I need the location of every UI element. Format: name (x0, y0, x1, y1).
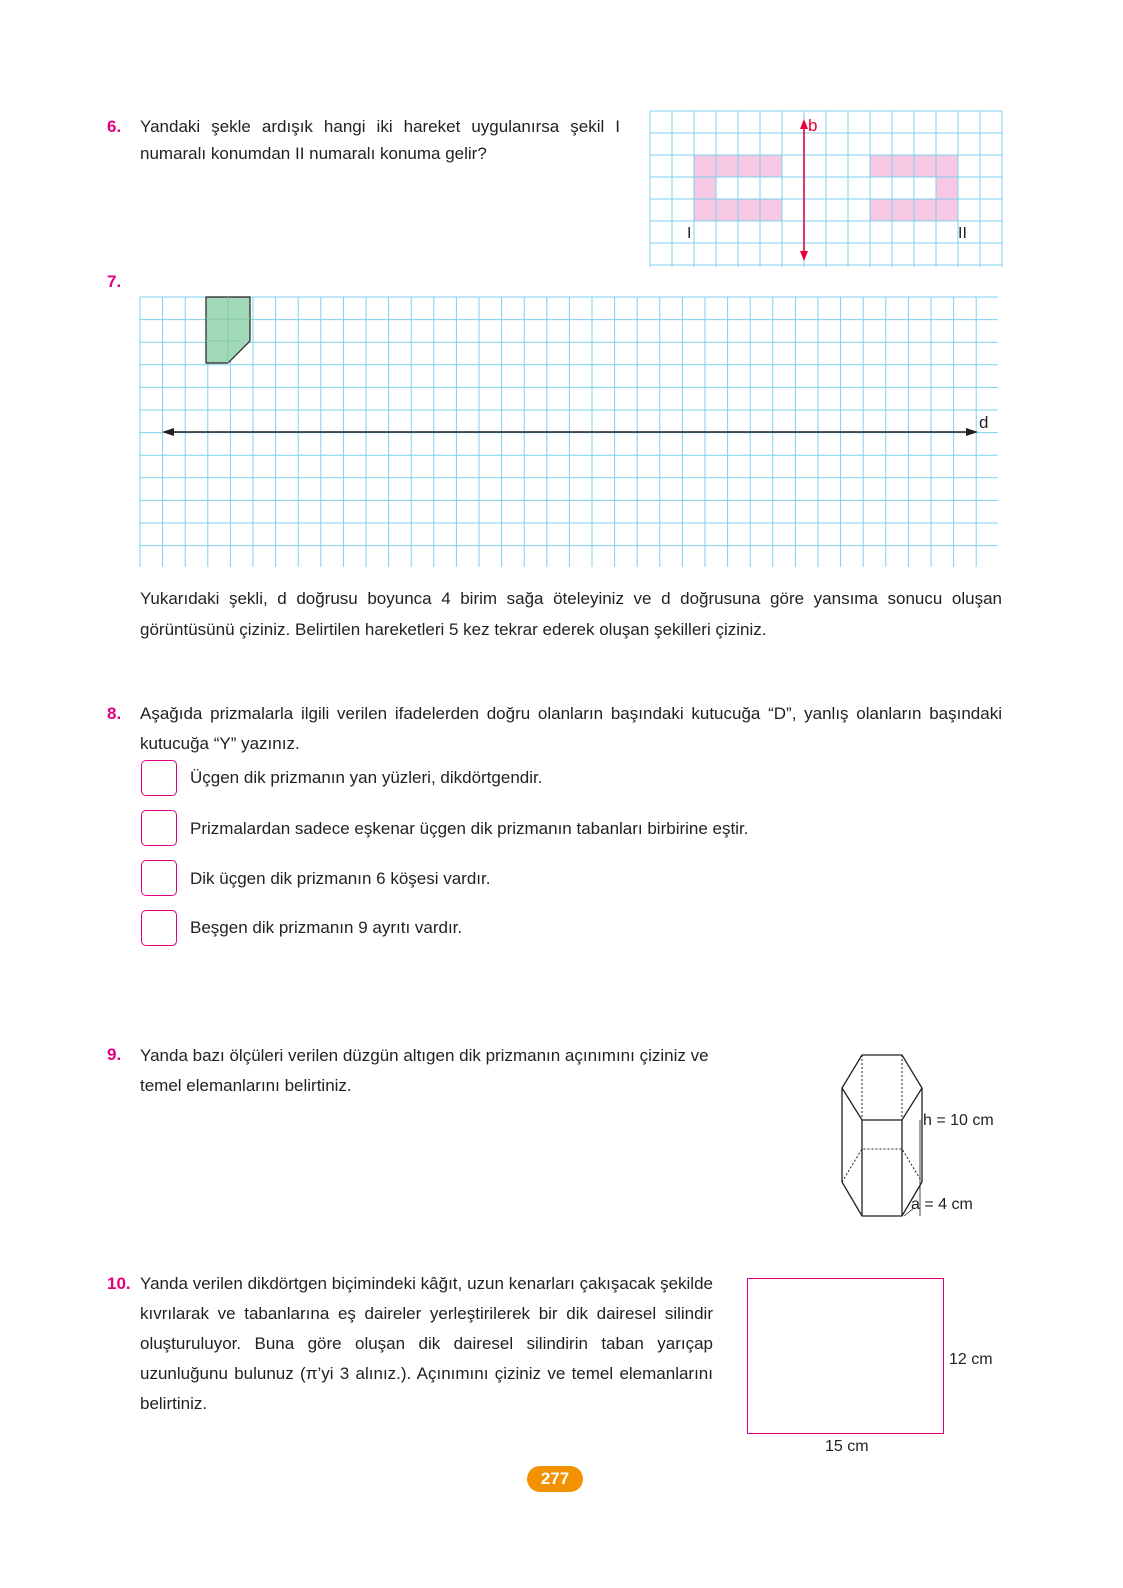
statement-2: Prizmalardan sadece eşkenar üçgen dik prizmanın tabanları birbirine eştir. (190, 819, 749, 838)
line-d-label: d (979, 413, 989, 432)
line-d-arrow-left (162, 428, 174, 436)
question-7-number: 7. (107, 272, 122, 291)
question-6-text: Yandaki şekle ardışık hangi iki hareket uygulanırsa şekil I numaralı konumdan II numaralı konuma gelir? (140, 117, 620, 163)
page-number: 277 (527, 1466, 583, 1492)
question-7-grid-figure (140, 297, 1000, 567)
paper-width-label: 15 cm (825, 1438, 869, 1455)
question-8-text: Aşağıda prizmalarla ilgili verilen ifadelerden doğru olanların başındaki kutucuğa “D”, yanlış olanların başındaki kutucuğa “Y” yazınız. (140, 704, 1002, 753)
line-b-arrow-top (800, 119, 808, 129)
question-7-text: Yukarıdaki şekli, d doğrusu boyunca 4 birim sağa öteleyiniz ve d doğrusuna göre yansıma sonucu oluşan görüntüsünü çiziniz. Belirtilen hareketleri 5 kez tekrar ederek oluşan şekilleri çiziniz. (140, 589, 1002, 639)
prism-height-label: h = 10 cm (923, 1112, 994, 1129)
question-10-number: 10. (107, 1274, 131, 1293)
answer-box-1[interactable] (141, 760, 177, 796)
position-2-label: II (958, 225, 967, 242)
line-b-arrow-bottom (800, 251, 808, 261)
question-9-number: 9. (107, 1045, 122, 1064)
statement-3: Dik üçgen dik prizmanın 6 köşesi vardır. (190, 869, 491, 888)
statement-4: Beşgen dik prizmanın 9 ayrıtı vardır. (190, 918, 463, 937)
question-10-text: Yanda verilen dikdörtgen biçimindeki kâğıt, uzun kenarları çakışacak şekilde kıvrılarak ve tabanlarına eş daireler yerleştirilerek bir dik dairesel silindir oluşturuluyor. Buna göre oluşan dik dairesel silindirin taban yarıçap uzunluğunu bulunuz (π’yi 3 alınız.). Açınımını çiziniz ve temel elemanlarını belirtiniz. (140, 1274, 713, 1413)
line-b-label: b (808, 116, 818, 135)
question-6-number: 6. (107, 117, 122, 136)
paper-height-label: 12 cm (949, 1351, 993, 1368)
question-9-text: Yanda bazı ölçüleri verilen düzgün altıgen dik prizmanın açınımını çiziniz ve temel elemanlarını belirtiniz. (140, 1046, 709, 1095)
hexagonal-prism-figure (840, 1050, 930, 1220)
question-8-number: 8. (107, 704, 122, 723)
question-6-figure (650, 111, 1002, 269)
prism-edge-label: a = 4 cm (911, 1196, 973, 1213)
position-1-label: I (687, 225, 692, 242)
answer-box-3[interactable] (141, 860, 177, 896)
answer-box-4[interactable] (141, 910, 177, 946)
statement-1: Üçgen dik prizmanın yan yüzleri, dikdörtgendir. (190, 768, 543, 787)
paper-rectangle (747, 1278, 944, 1434)
answer-box-2[interactable] (141, 810, 177, 846)
